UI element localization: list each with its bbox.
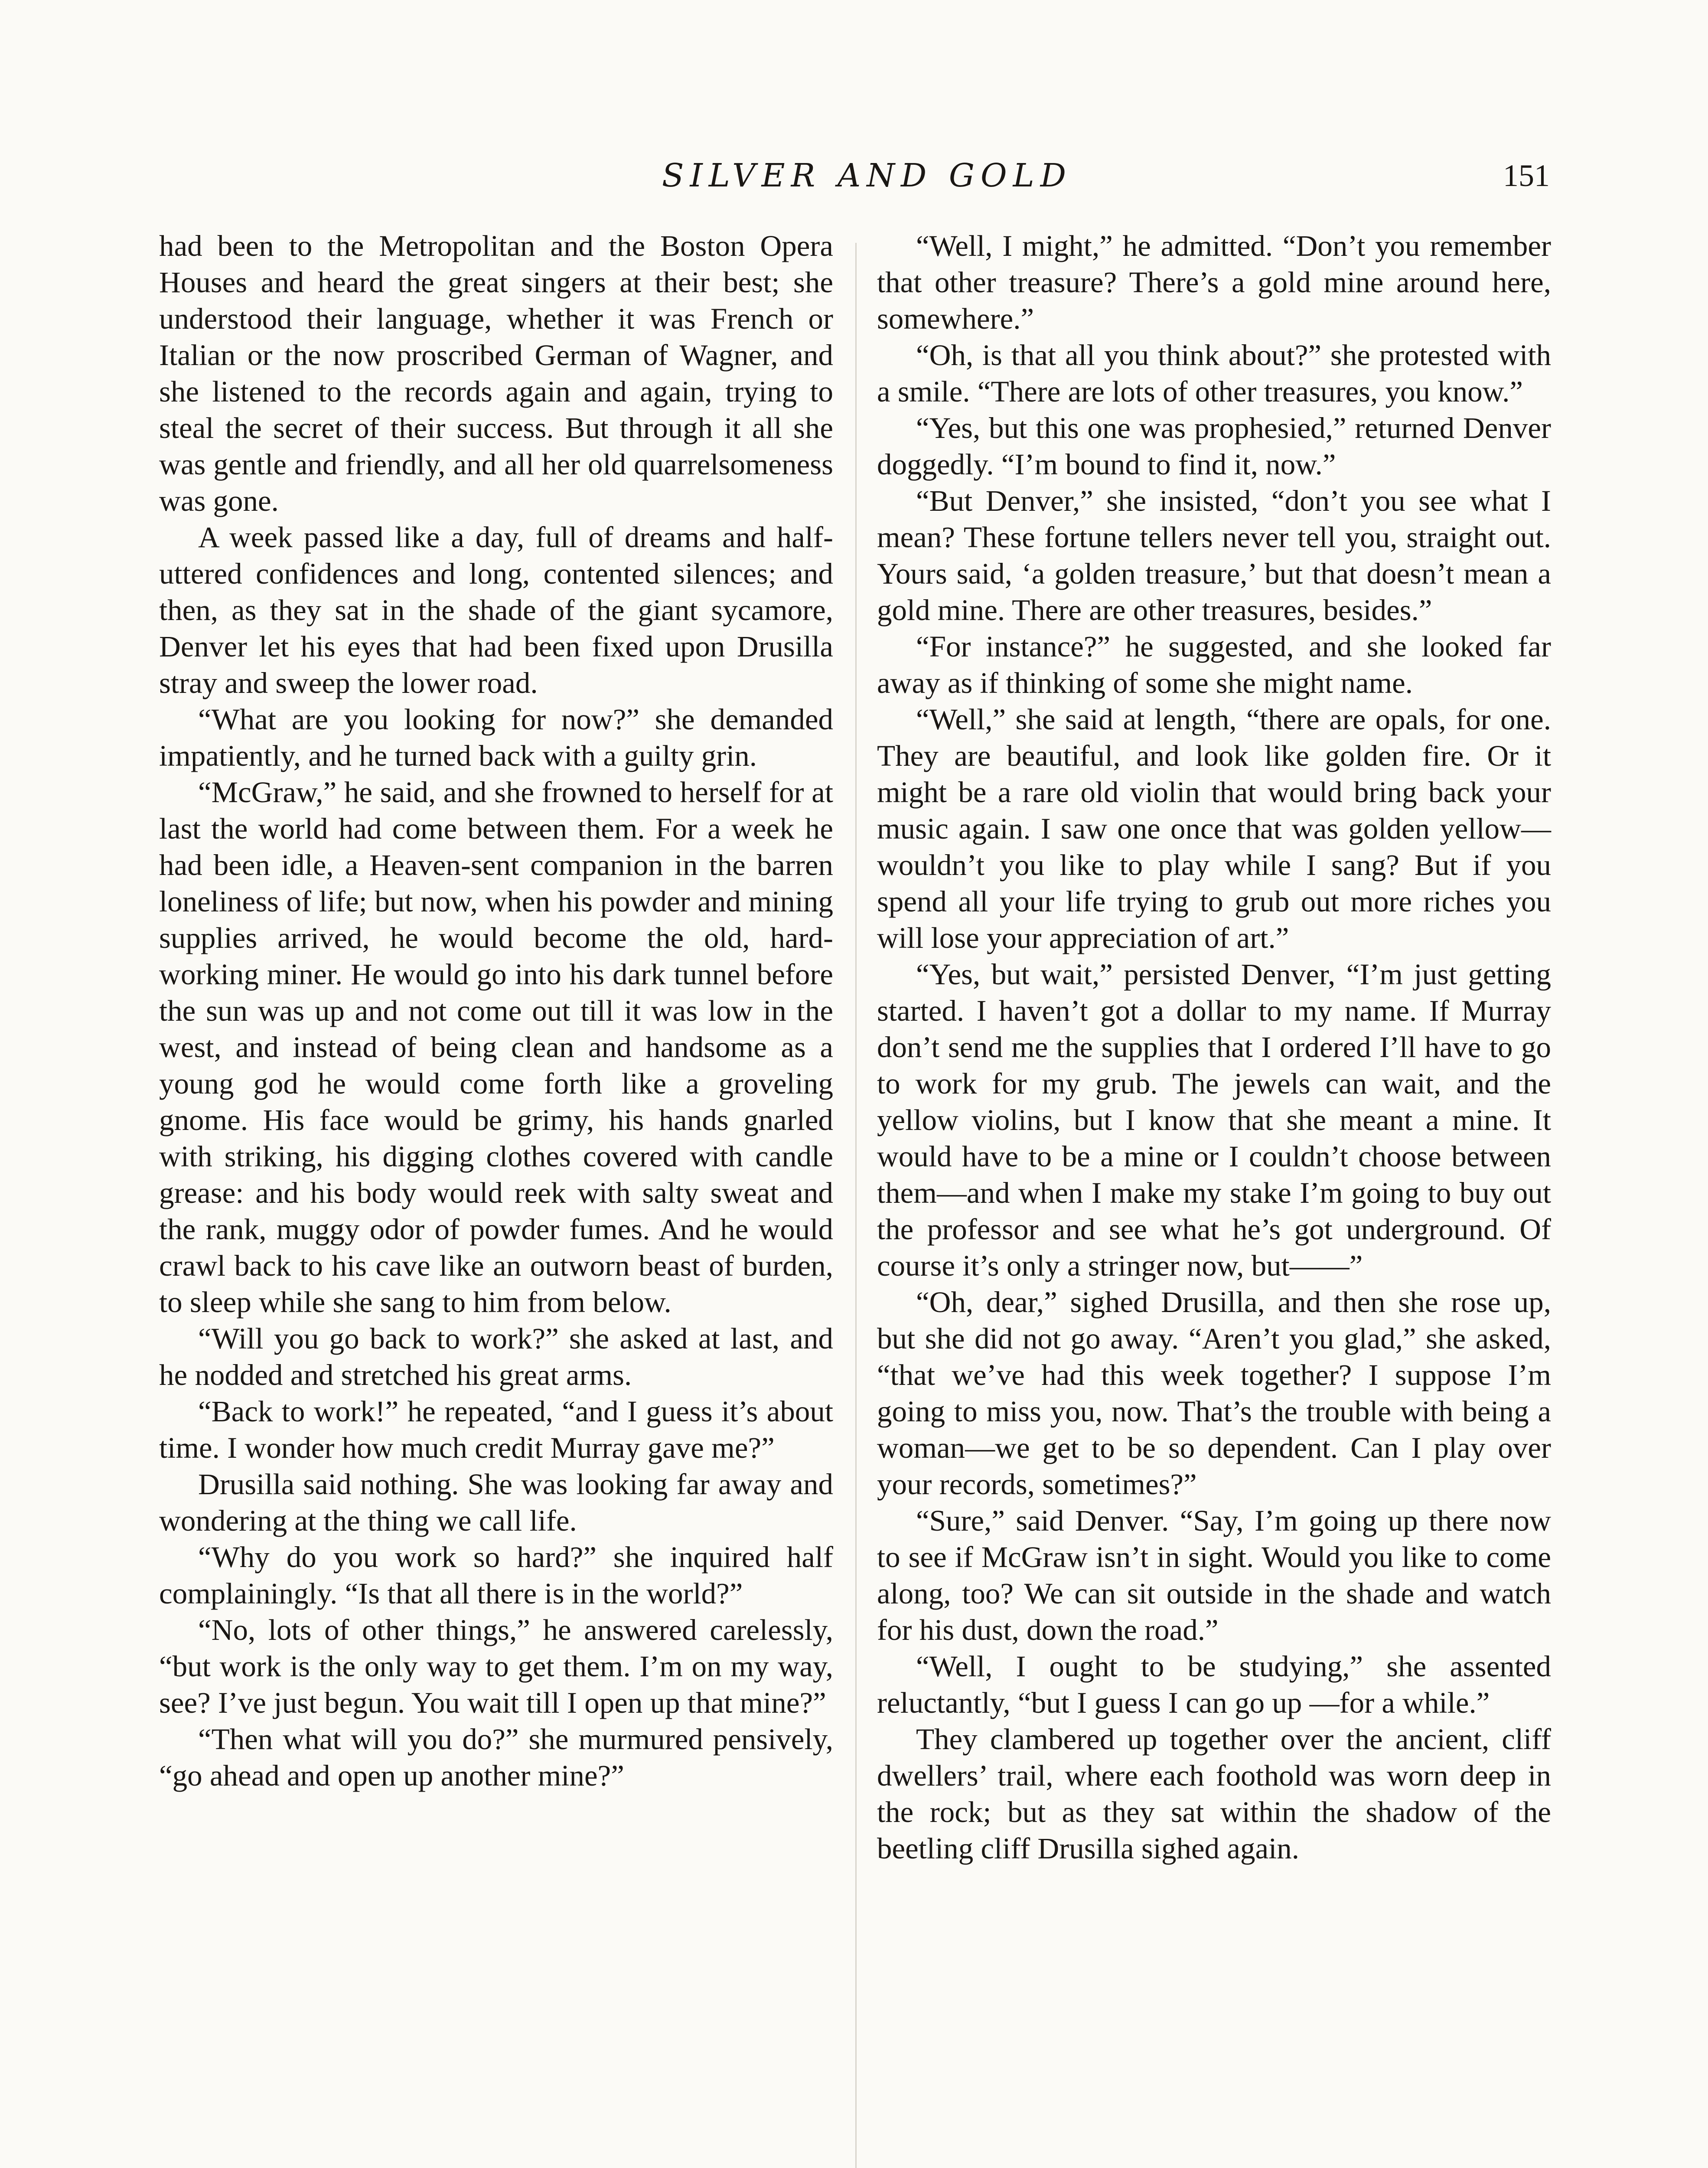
paragraph: “Will you go back to work?” she asked at last, and he nodded and stretched his great arms. bbox=[159, 1322, 833, 1391]
right-column bbox=[877, 228, 1551, 1867]
paragraph: Drusilla said nothing. She was looking far away and wondering at the thing we call life. bbox=[159, 1468, 833, 1537]
paragraph: “Yes, but wait,” persisted Denver, “I’m just getting started. I haven’t got a dollar to my name. If Murray don’t send me the supplies that I ordered I’ll have to go to work for my grub. The jewels can wait, and the yellow violins, but I know that she meant a mine. It would have to be a mine or I couldn’t choose between them—and when I make my stake I’m going to buy out the professor and see what he’s got underground. Of course it’s only a stringer now, but——” bbox=[877, 958, 1551, 1282]
running-title: SILVER AND GOLD bbox=[662, 157, 1072, 194]
paragraph: had been to the Metropolitan and the Boston Opera Houses and heard the great singers at their best; she understood their language, whether it was French or Italian or the now proscribed German of Wagner, and she listened to the records again and again, trying to steal the secret of their success. But through it all she was gentle and friendly, and all her old quarrelsomeness was gone. bbox=[159, 229, 833, 517]
column-divider bbox=[855, 243, 857, 2168]
paragraph: “Oh, is that all you think about?” she protested with a smile. “There are lots of other treasures, you know.” bbox=[877, 339, 1551, 408]
paragraph: “No, lots of other things,” he answered carelessly, “but work is the only way to get them. I’m on my way, see? I’ve just begun. You wait till I open up that mine?” bbox=[159, 1613, 833, 1719]
paragraph: “Oh, dear,” sighed Drusilla, and then she rose up, but she did not go away. “Aren’t you glad,” she asked, “that we’ve had this week together? I suppose I’m going to miss you, now. That’s the trouble with being a woman—we get to be so dependent. Can I play over your records, sometimes?” bbox=[877, 1286, 1551, 1501]
paragraph: “Well, I might,” he admitted. “Don’t you remember that other treasure? There’s a gold mine around here, somewhere.” bbox=[877, 229, 1551, 335]
paragraph: “Sure,” said Denver. “Say, I’m going up there now to see if McGraw isn’t in sight. Would you like to come along, too? We can sit outside in the shade and watch for his dust, down the road.” bbox=[877, 1504, 1551, 1646]
paragraph: They clambered up together over the ancient, cliff dwellers’ trail, where each foothold was worn deep in the rock; but as they sat within the shadow of the beetling cliff Drusilla sighed again. bbox=[877, 1723, 1551, 1865]
paragraph: “Yes, but this one was prophesied,” returned Denver doggedly. “I’m bound to find it, now.” bbox=[877, 411, 1551, 481]
paragraph: “Well,” she said at length, “there are opals, for one. They are beautiful, and look like golden fire. Or it might be a rare old violin that would bring back your music again. I saw one once that was golden yellow—wouldn’t you like to play while I sang? But if you spend all your life trying to grub out more riches you will lose your appreciation of art.” bbox=[877, 703, 1551, 954]
paragraph: “Then what will you do?” she murmured pensively, “go ahead and open up another mine?” bbox=[159, 1723, 833, 1792]
paragraph: A week passed like a day, full of dreams and half-uttered confidences and long, contented silences; and then, as they sat in the shade of the giant sycamore, Denver let his eyes that had been fixed upon Drusilla stray and sweep the lower road. bbox=[159, 521, 833, 699]
left-column bbox=[159, 228, 833, 1794]
paragraph: “Why do you work so hard?” she inquired half complainingly. “Is that all there is in the world?” bbox=[159, 1541, 833, 1610]
paragraph: “Back to work!” he repeated, “and I guess it’s about time. I wonder how much credit Murray gave me?” bbox=[159, 1395, 833, 1464]
paragraph: “What are you looking for now?” she demanded impatiently, and he turned back with a guilty grin. bbox=[159, 703, 833, 772]
page-header bbox=[0, 152, 1708, 199]
paragraph: “Well, I ought to be studying,” she assented reluctantly, “but I guess I can go up —for a while.” bbox=[877, 1650, 1551, 1719]
paragraph: “For instance?” he suggested, and she looked far away as if thinking of some she might name. bbox=[877, 630, 1551, 699]
paragraph: “McGraw,” he said, and she frowned to herself for at last the world had come between them. For a week he had been idle, a Heaven-sent companion in the barren loneliness of life; but now, when his powder and mining supplies arrived, he would become the old, hard-working miner. He would go into his dark tunnel before the sun was up and not come out till it was low in the west, and instead of being clean and handsome as a young god he would come forth like a groveling gnome. His face would be grimy, his hands gnarled with striking, his digging clothes covered with candle grease: and his body would reek with salty sweat and the rank, muggy odor of powder fumes. And he would crawl back to his cave like an outworn beast of burden, to sleep while she sang to him from below. bbox=[159, 776, 833, 1319]
page-number: 151 bbox=[1503, 158, 1550, 193]
paragraph: “But Denver,” she insisted, “don’t you see what I mean? These fortune tellers never tell you, straight out. Yours said, ‘a golden treasure,’ but that doesn’t mean a gold mine. There are other treasures, besides.” bbox=[877, 484, 1551, 627]
